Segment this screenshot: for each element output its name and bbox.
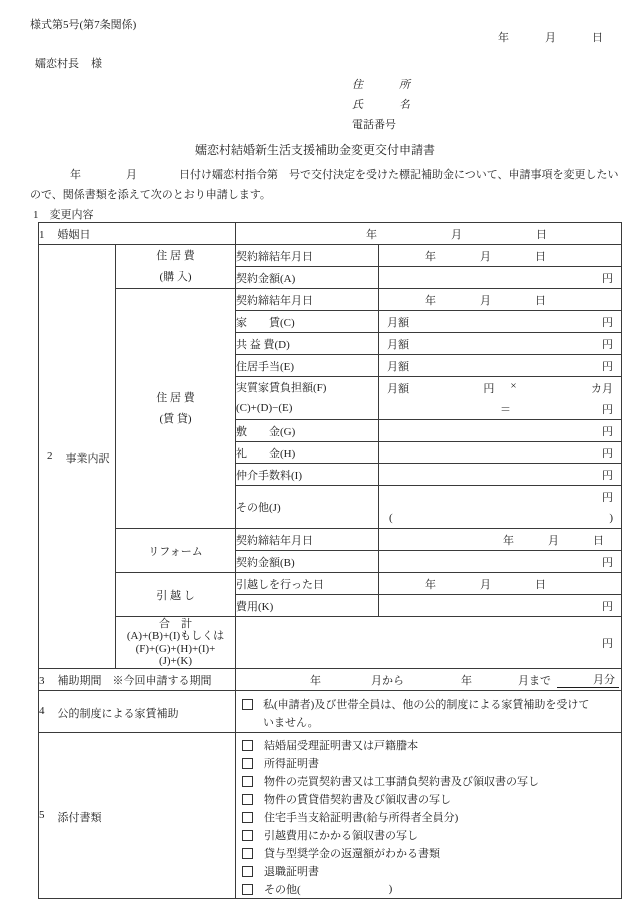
declaration-checkbox[interactable] — [242, 699, 253, 710]
row-public-subsidy-label: 4 公的制度による家賃補助 — [39, 691, 236, 733]
rent-c-cell — [379, 311, 622, 333]
yen-label: 円 — [602, 360, 613, 373]
reform-contract-date-label: 契約締結年月日 — [236, 529, 379, 551]
month-label: 月 — [548, 534, 559, 547]
contract-amount-a-label: 契約金額(A) — [236, 267, 379, 289]
addressee-name: 嬬恋村長 — [35, 58, 79, 70]
rent-contract-date-label: 契約締結年月日 — [236, 289, 379, 311]
row-marriage-label: 1 婚姻日 — [39, 223, 236, 245]
day-label: 日 — [535, 294, 546, 307]
yen-label: 円 — [602, 425, 613, 438]
attachment-item: 物件の売買契約書又は工事請負契約書及び領収書の写し — [242, 772, 615, 790]
attachment-checkbox[interactable] — [242, 884, 253, 895]
other-j-cell — [379, 486, 622, 529]
day-label: 日 — [535, 250, 546, 263]
year-label: 年 — [310, 674, 321, 687]
yen-label: 円 — [602, 447, 613, 460]
common-fee-d-cell — [379, 333, 622, 355]
applicant-block — [352, 74, 410, 134]
month-to-label: 月まで — [518, 674, 551, 687]
addressee-honorific: 様 — [91, 58, 102, 70]
purchase-contract-date-cell — [379, 245, 622, 267]
yen-label: 円 — [602, 637, 613, 650]
housing-allowance-e-cell — [379, 355, 622, 377]
total-amount-cell — [236, 617, 622, 669]
attachment-item: 所得証明書 — [242, 754, 615, 772]
applicant-address-label: 住 所 — [352, 79, 410, 91]
contract-amount-b-label: 契約金額(B) — [236, 551, 379, 573]
yen-label: 円 — [602, 272, 613, 285]
month-label: 月 — [480, 250, 491, 263]
row-attachments-label: 5 添付書類 — [39, 733, 236, 899]
attachment-checkbox[interactable] — [242, 758, 253, 769]
rent-c-label: 家 賃(C) — [236, 311, 379, 333]
month-label: 月 — [451, 228, 462, 241]
times-sign: × — [510, 379, 517, 392]
yen-label: 円 — [602, 491, 613, 504]
change-details-table — [38, 222, 622, 899]
key-money-h-label: 礼 金(H) — [236, 442, 379, 464]
monthly-label: 月額 — [387, 316, 409, 329]
net-rent-f-label: 実質家賃負担額(F) (C)+(D)−(E) — [236, 377, 379, 420]
monthly-label: 月額 — [387, 360, 409, 373]
attachment-checkbox[interactable] — [242, 830, 253, 841]
attachment-item: 貸与型奨学金の返還額がわかる書類 — [242, 844, 615, 862]
moving-date-label: 引越しを行った日 — [236, 573, 379, 595]
purchase-contract-date-label: 契約締結年月日 — [236, 245, 379, 267]
day-label: 日 — [593, 534, 604, 547]
group-housing-rent: 住 居 費 (賃 貸) — [116, 289, 236, 529]
deposit-g-label: 敷 金(G) — [236, 420, 379, 442]
months-count-blank: 月分 — [557, 671, 619, 688]
attachment-checkbox[interactable] — [242, 812, 253, 823]
declaration-text: 私(申請者)及び世帯全員は、他の公的制度による家賃補助を受けていません。 — [263, 698, 590, 729]
housing-allowance-e-label: 住居手当(E) — [236, 355, 379, 377]
yen-label: 円 — [483, 382, 495, 395]
total-formula-label: 合 計 (A)+(B)+(I)もしくは (F)+(G)+(H)+(I)+ (J)+(K) — [116, 617, 236, 669]
day-label: 日 — [535, 578, 546, 591]
attachment-item-other: その他( ) — [242, 880, 615, 898]
month-label: 月 — [480, 578, 491, 591]
applicant-name-label: 氏 名 — [352, 99, 410, 111]
yen-label: 円 — [602, 556, 613, 569]
yen-label: 円 — [602, 469, 613, 482]
cost-k-cell — [379, 595, 622, 617]
yen-label: 円 — [602, 600, 613, 613]
header-date-year: 年 — [498, 32, 509, 44]
paren-open: ( — [389, 511, 393, 524]
deposit-g-cell — [379, 420, 622, 442]
header-date-month: 月 — [545, 32, 556, 44]
public-subsidy-declaration-cell — [236, 691, 622, 733]
reform-contract-date-cell — [379, 529, 622, 551]
attachment-item: 物件の賃貸借契約書及び領収書の写し — [242, 790, 615, 808]
year-label: 年 — [425, 578, 436, 591]
broker-fee-i-cell — [379, 464, 622, 486]
attachment-checkbox[interactable] — [242, 866, 253, 877]
group-moving: 引 越 し — [116, 573, 236, 617]
monthly-label: 月額 — [387, 382, 409, 395]
form-number: 様式第5号(第7条関係) — [30, 19, 137, 31]
moving-date-cell — [379, 573, 622, 595]
year-label: 年 — [425, 250, 436, 263]
applicant-phone-label: 電話番号 — [352, 119, 396, 131]
row-period-label: 3 補助期間 ※今回申請する期間 — [39, 669, 236, 691]
rent-contract-date-cell — [379, 289, 622, 311]
attachment-item: 引越費用にかかる領収書の写し — [242, 826, 615, 844]
yen-label: 円 — [602, 316, 613, 329]
monthly-label: 月額 — [387, 338, 409, 351]
addressee — [35, 55, 102, 71]
attachment-checkbox[interactable] — [242, 740, 253, 751]
group-reform: リフォーム — [116, 529, 236, 573]
period-cell — [236, 669, 622, 691]
marriage-date-cell — [236, 223, 622, 245]
attachment-item: 退職証明書 — [242, 862, 615, 880]
year-label: 年 — [366, 228, 377, 241]
broker-fee-i-label: 仲介手数料(I) — [236, 464, 379, 486]
attachment-checkbox[interactable] — [242, 848, 253, 859]
other-j-label: その他(J) — [236, 486, 379, 529]
year-label: 年 — [503, 534, 514, 547]
day-label: 日 — [536, 228, 547, 241]
section1-heading: 1 変更内容 — [33, 209, 94, 221]
intro-line-2: ので、関係書類を添えて次のとおり申請します。 — [30, 189, 271, 201]
year-label: 年 — [461, 674, 472, 687]
month-label: 月 — [480, 294, 491, 307]
document-title: 嬬恋村結婚新生活支援補助金変更交付申請書 — [194, 143, 435, 157]
header-date-day: 日 — [592, 32, 603, 44]
attachment-item: 結婚届受理証明書又は戸籍謄本 — [242, 736, 615, 754]
net-rent-f-cell — [379, 377, 622, 420]
contract-amount-a-cell — [379, 267, 622, 289]
common-fee-d-label: 共 益 費(D) — [236, 333, 379, 355]
attachment-checkbox[interactable] — [242, 794, 253, 805]
yen-label: 円 — [602, 403, 613, 416]
months-label: カ月 — [591, 382, 613, 395]
contract-amount-b-cell — [379, 551, 622, 573]
attachments-list-cell — [236, 733, 622, 899]
cost-k-label: 費用(K) — [236, 595, 379, 617]
year-label: 年 — [425, 294, 436, 307]
header-date-line — [498, 29, 603, 45]
intro-line-1: 年 月 日付け嬬恋村指令第 号で交付決定を受けた標記補助金について、申請事項を変更したい — [70, 169, 619, 181]
yen-label: 円 — [602, 338, 613, 351]
attachment-checkbox[interactable] — [242, 776, 253, 787]
equals-sign: ＝ — [500, 403, 511, 416]
key-money-h-cell — [379, 442, 622, 464]
row-business-label: 2 事業内訳 — [39, 245, 116, 669]
paren-close: ) — [609, 511, 613, 524]
attachment-item: 住宅手当支給証明書(給与所得者全員分) — [242, 808, 615, 826]
month-from-label: 月から — [371, 674, 404, 687]
group-housing-purchase: 住 居 費 (購 入) — [116, 245, 236, 289]
intro-paragraph — [30, 164, 619, 204]
